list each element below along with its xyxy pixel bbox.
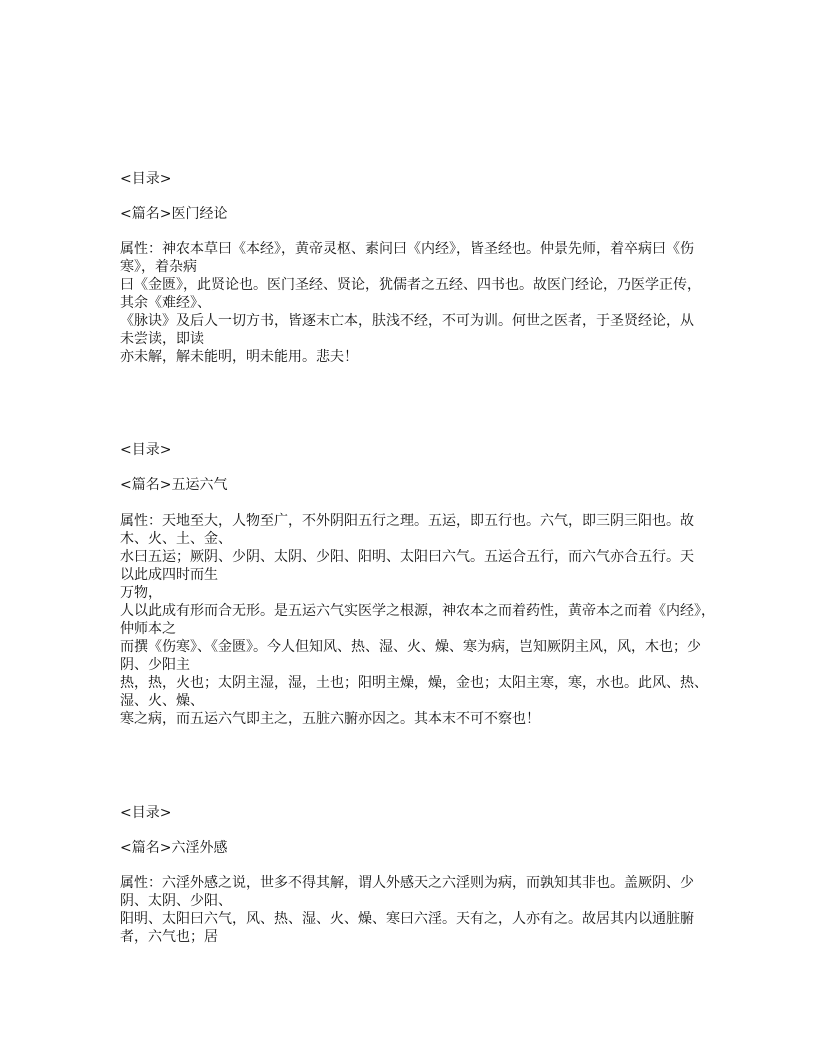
body-line: 未尝读，即读: [120, 331, 204, 347]
body-line: 热，热，火也；太阴主湿，湿，土也；阳明主燥，燥，金也；太阳主寒，寒，水也。此风、热、: [120, 675, 708, 691]
body-line: 属性：六淫外感之说，世多不得其解，谓人外感天之六淫则为病，而孰知其非也。盖厥阴、少: [120, 875, 694, 891]
chapter-body: [120, 240, 701, 366]
body-line: 属性：神农本草曰《本经》，黄帝灵枢、素问曰《内经》，皆圣经也。仲景先师，着卒病曰《伤: [120, 241, 694, 257]
body-line: 阳明、太阳曰六气，风、热、湿、火、燥、寒曰六淫。天有之，人亦有之。故居其内以通脏腑: [120, 911, 694, 927]
chapter-title: <篇名>五运六气: [120, 477, 228, 493]
body-line: 人以此成有形而合无形。是五运六气实医学之根源，神农本之而着药性，黄帝本之而着《内经》，: [120, 603, 715, 619]
toc-label: <目录>: [120, 171, 172, 187]
body-line: 万物，: [120, 585, 162, 601]
body-line: 其余《难经》、: [120, 295, 211, 311]
body-line: 阴、少阳主: [120, 657, 190, 673]
chapter-title: <篇名>医门经论: [120, 206, 228, 222]
chapter-body: [120, 512, 715, 728]
toc-label: <目录>: [120, 442, 172, 458]
body-line: 水曰五运；厥阴、少阴、太阴、少阳、阳明、太阳曰六气。五运合五行，而六气亦合五行。天: [120, 549, 694, 565]
body-line: 阴、太阴、少阳、: [120, 893, 232, 909]
body-line: 寒》，着杂病: [120, 259, 197, 275]
body-line: 以此成四时而生: [120, 567, 218, 583]
body-line: 仲师本之: [120, 621, 176, 637]
body-line: 木、火、土、金、: [120, 531, 232, 547]
body-line: 《脉诀》及后人一切方书，皆逐末亡本，肤浅不经，不可为训。何世之医者，于圣贤经论，从: [120, 313, 694, 329]
toc-label: <目录>: [120, 805, 172, 821]
body-line: 湿、火、燥、: [120, 693, 204, 709]
body-line: 属性：天地至大，人物至广，不外阴阳五行之理。五运，即五行也。六气，即三阴三阳也。故: [120, 513, 694, 529]
body-line: 寒之病，而五运六气即主之，五脏六腑亦因之。其本末不可不察也！: [120, 711, 540, 727]
body-line: 亦未解，解未能明，明未能用。悲夫！: [120, 349, 358, 365]
body-line: 曰《金匮》，此贤论也。医门圣经、贤论，犹儒者之五经、四书也。故医门经论，乃医学正传，: [120, 277, 701, 293]
body-line: 者，六气也；居: [120, 929, 218, 945]
chapter-title: <篇名>六淫外感: [120, 840, 228, 856]
body-line: 而撰《伤寒》、《金匮》。今人但知风、热、湿、火、燥、寒为病，岂知厥阴主风，风，木也；少: [120, 639, 701, 655]
chapter-body: [120, 874, 694, 946]
